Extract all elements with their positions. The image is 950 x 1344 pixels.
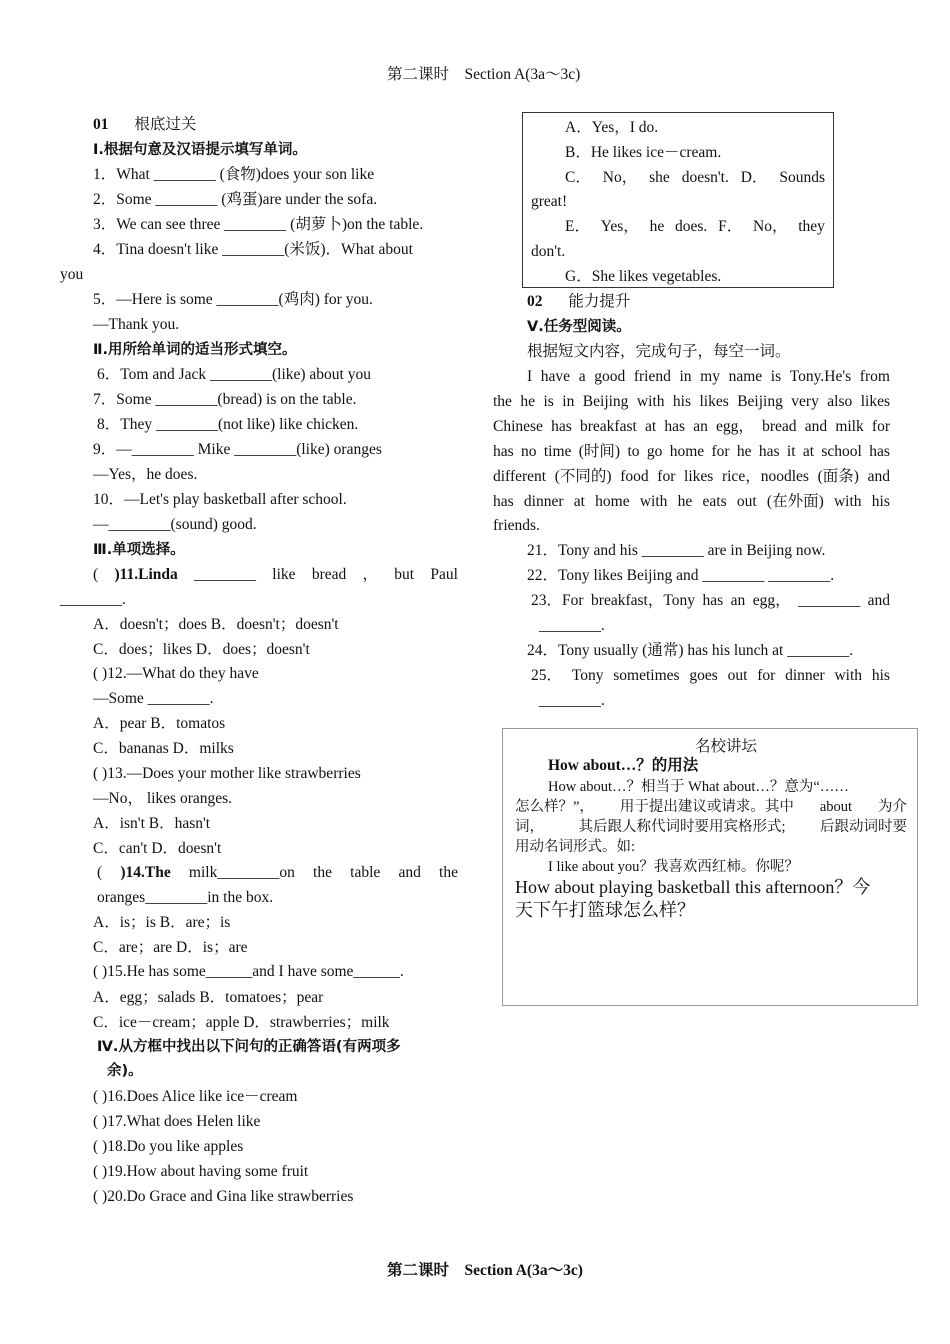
option-word: doesn't. bbox=[681, 169, 729, 186]
question-22: 22．Tony likes Beijing and ________ ________. bbox=[527, 567, 835, 584]
passage-word: a bbox=[578, 368, 586, 385]
q25-word: dinner bbox=[785, 667, 825, 684]
question-2: 2．Some ________ (鸡蛋)are under the sofa. bbox=[93, 191, 378, 208]
forum-example-2: How about playing basketball this afternoon？今 bbox=[515, 877, 871, 897]
forum-subtitle: How about…？的用法 bbox=[548, 757, 699, 774]
passage-word: have bbox=[540, 368, 571, 385]
forum-fragment: about bbox=[819, 799, 853, 815]
passage-word: from bbox=[859, 368, 890, 385]
passage-word: for bbox=[871, 418, 890, 435]
question-12-options-ab: A．pear B．tomatos bbox=[93, 715, 226, 732]
option-word: he bbox=[649, 218, 665, 235]
passage-word: it bbox=[786, 443, 796, 460]
question-7: 7．Some ________(bread) is on the table. bbox=[93, 391, 357, 408]
q23-word: has bbox=[702, 592, 724, 609]
forum-fragment: 其后跟人称代词时要用宾格形式; bbox=[578, 819, 786, 835]
passage-word: time bbox=[543, 443, 572, 460]
q14-word: the bbox=[439, 864, 458, 881]
option-word: does. bbox=[675, 218, 708, 235]
passage-word: with bbox=[636, 393, 665, 410]
q25-word: out bbox=[727, 667, 748, 684]
q25-word: 25． bbox=[531, 667, 563, 684]
q23-word: 23．For bbox=[531, 592, 584, 609]
passage-line bbox=[527, 367, 890, 387]
q11-word: like bbox=[272, 566, 296, 583]
passage-word: bread bbox=[762, 418, 797, 435]
q25-word: sometimes bbox=[613, 667, 680, 684]
question-23 bbox=[531, 591, 890, 611]
forum-line: 用动名词形式。如: bbox=[515, 839, 636, 855]
option-word: Sounds bbox=[779, 169, 825, 186]
q23-word: ________ bbox=[798, 592, 861, 609]
passage-word: egg， bbox=[716, 418, 754, 435]
part02-title: 能力提升 bbox=[568, 293, 631, 310]
passage-word: likes bbox=[684, 468, 714, 485]
question-15: ( )15.He has some______and I have some______. bbox=[93, 963, 404, 980]
q11-word: )11.Linda bbox=[114, 566, 178, 583]
question-11-cont: ________. bbox=[60, 591, 126, 608]
question-11-options-cd: C．does；likes D．does；doesn't bbox=[93, 641, 310, 658]
passage-word: he bbox=[736, 443, 752, 460]
passage-line bbox=[493, 492, 890, 512]
question-10-reply: —________(sound) good. bbox=[93, 516, 257, 533]
passage-word: for bbox=[657, 468, 676, 485]
answer-option-b: B．He likes ice－cream. bbox=[565, 144, 722, 161]
option-word: D． bbox=[740, 169, 768, 186]
part02-number: 02 bbox=[527, 293, 543, 310]
answer-option-e-f bbox=[565, 217, 825, 237]
q23-word: breakfast，Tony bbox=[591, 592, 695, 609]
passage-word: very bbox=[791, 393, 819, 410]
passage-word: Beijing bbox=[737, 393, 783, 410]
question-11-options-ab: A．doesn't；does B．doesn't；doesn't bbox=[93, 616, 339, 633]
q11-word: bread bbox=[311, 566, 347, 583]
option-word: Yes， bbox=[600, 218, 639, 235]
q14-word: table bbox=[350, 864, 381, 881]
question-12-reply: —Some ________. bbox=[93, 690, 214, 707]
question-13-options-cd: C．can't D．doesn't bbox=[93, 840, 222, 857]
passage-line bbox=[493, 442, 890, 462]
passage-word: is bbox=[543, 393, 554, 410]
passage-word: to bbox=[627, 443, 640, 460]
passage-word: eats bbox=[702, 493, 727, 510]
passage-word: (在外面) bbox=[766, 493, 824, 510]
forum-title: 名校讲坛 bbox=[695, 738, 758, 755]
question-6: 6．Tom and Jack ________(like) about you bbox=[97, 366, 371, 383]
answer-option-a: A．Yes，I do. bbox=[565, 119, 659, 136]
passage-word: home bbox=[595, 493, 630, 510]
section-4-heading-cont: 余)。 bbox=[107, 1063, 143, 1079]
q11-word: ( bbox=[93, 566, 99, 583]
question-15-options-ab: A．egg；salads B．tomatoes；pear bbox=[93, 989, 324, 1006]
q11-word: but bbox=[394, 566, 415, 583]
passage-word: school bbox=[821, 443, 862, 460]
passage-word: different bbox=[493, 468, 547, 485]
passage-word: Beijing bbox=[582, 393, 629, 410]
part01-number: 01 bbox=[93, 116, 109, 133]
question-9: 9．—________ Mike ________(like) oranges bbox=[93, 441, 382, 458]
question-14-options-ab: A．is；is B．are；is bbox=[93, 914, 231, 931]
question-24: 24．Tony usually (通常) has his lunch at ________. bbox=[527, 642, 854, 659]
question-12-options-cd: C．bananas D．milks bbox=[93, 740, 234, 757]
question-4-cont: you bbox=[60, 266, 84, 283]
passage-word: Tony.He's bbox=[789, 368, 852, 385]
passage-word: the bbox=[493, 393, 512, 410]
passage-word: also bbox=[827, 393, 853, 410]
question-12: ( )12.—What do they have bbox=[93, 665, 259, 682]
forum-example-2-translation: 天下午打篮球怎么样？ bbox=[515, 900, 695, 920]
question-25-cont: ________. bbox=[539, 692, 605, 709]
passage-word: likes bbox=[860, 393, 890, 410]
question-13-options-ab: A．isn't B．hasn't bbox=[93, 815, 211, 832]
passage-word: name bbox=[728, 368, 763, 385]
passage-line bbox=[493, 417, 890, 437]
question-14-cont: oranges________in the box. bbox=[97, 889, 274, 906]
passage-word: his bbox=[871, 493, 890, 510]
passage-word: has bbox=[869, 443, 890, 460]
forum-fragment: 词， bbox=[515, 819, 544, 835]
q14-word: and bbox=[398, 864, 421, 881]
section-5-heading: Ⅴ.任务型阅读。 bbox=[527, 319, 631, 335]
question-13: ( )13.—Does your mother like strawberries bbox=[93, 765, 361, 782]
q14-word: )14.The bbox=[120, 864, 171, 881]
passage-word: my bbox=[700, 368, 720, 385]
page-title-text: 第二课时 Section A(3a～3c) bbox=[387, 66, 581, 83]
passage-line bbox=[493, 467, 890, 487]
passage-word: I bbox=[527, 368, 533, 385]
passage-word: food bbox=[620, 468, 649, 485]
q25-word: with bbox=[834, 667, 863, 684]
forum-fragment: 后跟动词时要 bbox=[820, 819, 907, 835]
passage-word: is bbox=[770, 368, 782, 385]
passage-word: in bbox=[679, 368, 692, 385]
option-word: C． bbox=[565, 169, 591, 186]
q25-word: Tony bbox=[571, 667, 604, 684]
passage-word: his bbox=[672, 393, 691, 410]
question-1: 1．What ________ (食物)does your son like bbox=[93, 166, 375, 183]
passage-word: has bbox=[551, 418, 572, 435]
part02-heading bbox=[527, 292, 630, 312]
question-5-reply: —Thank you. bbox=[93, 316, 180, 333]
passage-word: at bbox=[802, 443, 815, 460]
passage-word: and bbox=[804, 418, 828, 435]
passage-word: for bbox=[711, 443, 730, 460]
passage-word: Chinese bbox=[493, 418, 543, 435]
question-23-cont: ________. bbox=[539, 617, 605, 634]
q14-word: milk________on bbox=[188, 864, 295, 881]
passage-word: good bbox=[594, 368, 626, 385]
passage-word: an bbox=[693, 418, 708, 435]
passage-word: with bbox=[833, 493, 862, 510]
option-word: they bbox=[798, 218, 825, 235]
question-25 bbox=[531, 666, 890, 686]
passage-word: home bbox=[669, 443, 705, 460]
question-18: ( )18.Do you like apples bbox=[93, 1138, 244, 1155]
answer-option-d-cont: great! bbox=[531, 193, 568, 210]
q23-word: an bbox=[730, 592, 746, 609]
question-19: ( )19.How about having some fruit bbox=[93, 1163, 309, 1180]
option-word: she bbox=[649, 169, 670, 186]
passage-word: has bbox=[664, 418, 686, 435]
passage-word: has bbox=[758, 443, 780, 460]
forum-fragment: 用于提出建议或请求。其中 bbox=[619, 799, 794, 815]
passage-word: friend bbox=[633, 368, 671, 385]
question-14-options-cd: C．are；are D．is；are bbox=[93, 939, 248, 956]
question-10: 10．—Let's play basketball after school. bbox=[93, 491, 347, 508]
passage-word: has bbox=[493, 443, 514, 460]
forum-line: How about…？相当于 What about…？意为“…… bbox=[548, 779, 849, 795]
passage-word: likes bbox=[699, 393, 729, 410]
q11-word: ， bbox=[362, 566, 379, 583]
option-word: No， bbox=[602, 169, 638, 186]
question-8: 8．They ________(not like) like chicken. bbox=[97, 416, 359, 433]
passage-word: with bbox=[639, 493, 668, 510]
question-13-reply: —No， likes oranges. bbox=[93, 790, 233, 807]
option-word: E． bbox=[565, 218, 590, 235]
q25-word: his bbox=[871, 667, 890, 684]
section-4-heading: Ⅳ.从方框中找出以下问句的正确答语(有两项多 bbox=[97, 1039, 401, 1055]
part01-title: 根底过关 bbox=[134, 116, 197, 133]
passage-word: milk bbox=[835, 418, 864, 435]
q14-word: the bbox=[313, 864, 332, 881]
passage-word: has bbox=[493, 493, 514, 510]
q23-word: egg， bbox=[752, 592, 791, 609]
forum-fragment: 怎么样？”， bbox=[515, 799, 594, 815]
answer-option-g: G．She likes vegetables. bbox=[565, 268, 722, 285]
passage-word: at bbox=[573, 493, 585, 510]
forum-fragment: 为介 bbox=[877, 799, 907, 815]
passage-word: rice，noodles bbox=[721, 468, 809, 485]
passage-line-last: friends. bbox=[493, 517, 540, 534]
question-17: ( )17.What does Helen like bbox=[93, 1113, 261, 1130]
question-16: ( )16.Does Alice like ice－cream bbox=[93, 1088, 298, 1105]
passage-word: (不同的) bbox=[554, 468, 612, 485]
passage-word: (面条) bbox=[817, 468, 859, 485]
q11-word: ________ bbox=[194, 566, 257, 583]
passage-word: and bbox=[867, 468, 890, 485]
question-4: 4．Tina doesn't like ________(米饭)．What about bbox=[93, 241, 413, 258]
q25-word: for bbox=[757, 667, 776, 684]
passage-word: he bbox=[520, 393, 536, 410]
passage-word: at bbox=[644, 418, 657, 435]
option-word: F． bbox=[718, 218, 743, 235]
question-11 bbox=[93, 565, 458, 585]
answer-option-f-cont: don't. bbox=[531, 243, 566, 260]
question-20: ( )20.Do Grace and Gina like strawberries bbox=[93, 1188, 354, 1205]
q25-word: goes bbox=[689, 667, 718, 684]
q23-word: and bbox=[867, 592, 890, 609]
question-14 bbox=[97, 863, 458, 883]
section-3-heading: Ⅲ.单项选择。 bbox=[93, 542, 185, 558]
question-5: 5．—Here is some ________(鸡肉) for you. bbox=[93, 291, 373, 308]
section-1-heading: Ⅰ.根据句意及汉语提示填写单词。 bbox=[93, 142, 307, 158]
passage-line bbox=[493, 392, 890, 412]
question-15-options-cd: C．ice－cream；apple D．strawberries；milk bbox=[93, 1014, 390, 1031]
option-word: No， bbox=[753, 218, 788, 235]
passage-word: go bbox=[646, 443, 663, 460]
question-9-reply: —Yes，he does. bbox=[93, 466, 198, 483]
passage-word: (时间) bbox=[578, 443, 621, 460]
passage-word: out bbox=[736, 493, 757, 510]
passage-word: he bbox=[677, 493, 693, 510]
page-title bbox=[387, 65, 580, 85]
passage-word: in bbox=[562, 393, 575, 410]
passage-word: no bbox=[521, 443, 537, 460]
forum-line bbox=[515, 817, 907, 837]
q11-word: Paul bbox=[430, 566, 458, 583]
q14-word: ( bbox=[97, 864, 103, 881]
section-2-heading: Ⅱ.用所给单词的适当形式填空。 bbox=[93, 342, 297, 358]
passage-word: dinner bbox=[523, 493, 564, 510]
passage-word: breakfast bbox=[579, 418, 637, 435]
part01-heading bbox=[93, 115, 196, 135]
reading-instructions: 根据短文内容，完成句子，每空一词。 bbox=[527, 343, 791, 360]
answer-options-box bbox=[522, 112, 834, 288]
question-3: 3．We can see three ________ (胡萝卜)on the table. bbox=[93, 216, 424, 233]
answer-option-c-d bbox=[565, 168, 825, 188]
forum-example-1: I like about you？我喜欢西红柿。你呢？ bbox=[548, 859, 799, 875]
page-footer: 第二课时 Section A(3a～3c) bbox=[387, 1262, 583, 1279]
question-21: 21．Tony and his ________ are in Beijing now. bbox=[527, 542, 826, 559]
forum-line bbox=[515, 797, 907, 817]
